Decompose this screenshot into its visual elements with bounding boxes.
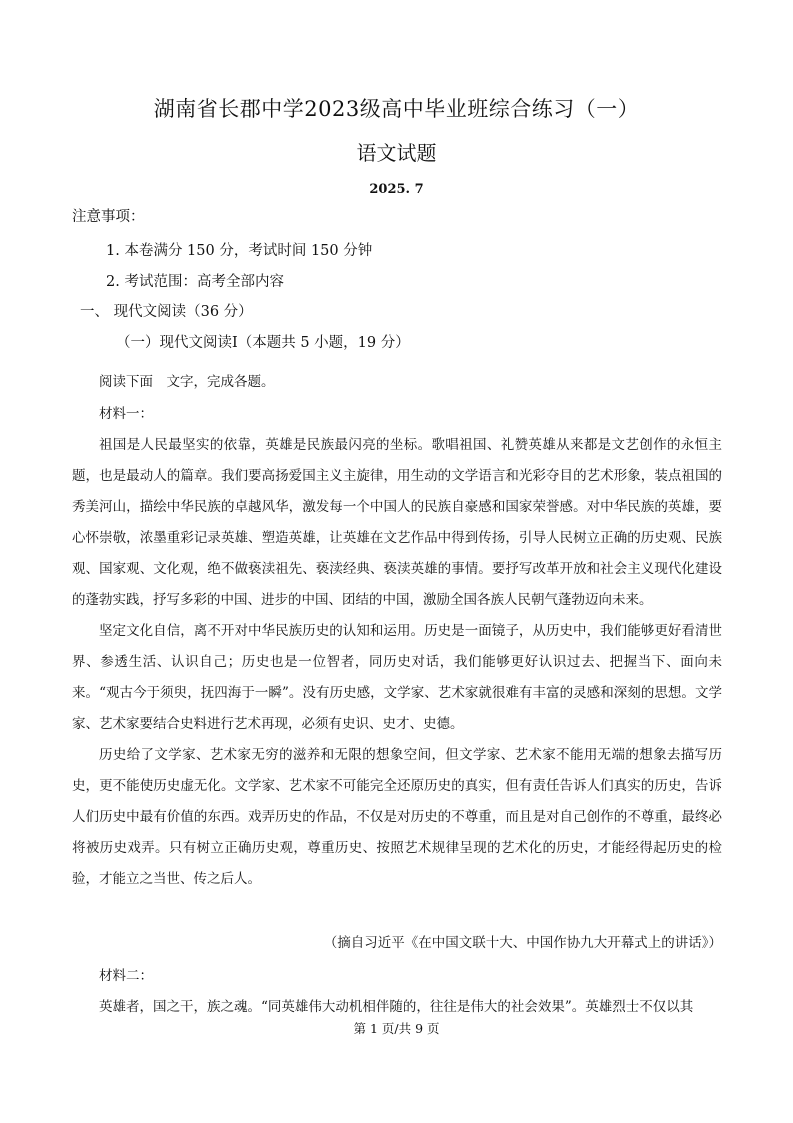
paragraph: 祖国是人民最坚实的依靠，英雄是民族最闪亮的坐标。歌唱祖国、礼赞英雄从来都是文艺创作的永恒主题，也是最动人的篇章。我们要高扬爱国主义主旋律，用生动的文学语言和光彩夺目的艺术形象，装点祖国的秀美河山，描绘中华民族的卓越风华，激发每一个中国人的民族自豪感和国家荣誉感。对中华民族的英雄，要心怀崇敬，浓墨重彩记录英雄、塑造英雄，让英雄在文艺作品中得到传扬，引导人民树立正确的历史观、民族观、国家观、文化观，绝不做亵渎祖先、亵渎经典、亵渎英雄的事情。要抒写改革开放和社会主义现代化建设的蓬勃实践，抒写多彩的中国、进步的中国、团结的中国，激励全国各族人民朝气蓬勃迈向未来。 xyxy=(72,437,722,608)
material-2-label-block xyxy=(72,961,722,992)
page-number: 第 1 页/共 9 页 xyxy=(353,1021,440,1036)
material-1-source: （摘自习近平《在中国文联十大、中国作协九大开幕式上的讲话》） xyxy=(323,935,722,951)
material-2-label: 材料二： xyxy=(99,968,153,984)
subject-title: 语文试题 xyxy=(356,141,437,165)
paragraph: 英雄者，国之干，族之魂。“同英雄伟大动机相伴随的，往往是伟大的社会效果”。英雄烈士不仅以其 xyxy=(99,999,694,1015)
section-heading: 一、 现代文阅读（36 分） xyxy=(80,304,253,320)
paragraph: 历史给了文学家、艺术家无穷的滋养和无限的想象空间，但文学家、艺术家不能用无端的想象去描写历史，更不能使历史虚无化。文学家、艺术家不可能完全还原历史的真实，但有责任告诉人们真实的历史，告诉人们历史中最有价值的东西。戏弄历史的作品，不仅是对历史的不尊重，而且是对自己创作的不尊重，最终必将被历史戏弄。只有树立正确历史观，尊重历史、按照艺术规律呈现的艺术化的历史，才能经得起历史的检验，才能立之当世、传之后人。 xyxy=(72,747,722,887)
subsection-heading: （一）现代文阅读Ⅰ（本题共 5 小题，19 分） xyxy=(116,335,410,351)
material-1-body xyxy=(72,430,722,895)
paragraph: 坚定文化自信，离不开对中华民族历史的认知和运用。历史是一面镜子，从历史中，我们能够更好看清世界、参透生活、认识自己；历史也是一位智者，同历史对话，我们能够更好认识过去、把握当下、面向未来。“观古今于须臾，抚四海于一瞬”。没有历史感，文学家、艺术家就很难有丰富的灵感和深刻的思想。文学家、艺术家要结合史料进行艺术再现，必须有史识、史才、史德。 xyxy=(72,623,722,732)
instructions-text: 阅读下面 文字，完成各题。 xyxy=(99,374,275,390)
notes-heading: 注意事项： xyxy=(72,209,145,225)
note-item: 1. 本卷满分 150 分，考试时间 150 分钟 xyxy=(106,243,373,259)
reading-instructions xyxy=(72,367,722,398)
material-1-label: 材料一： xyxy=(99,406,153,422)
exam-date: 2025. 7 xyxy=(369,182,424,197)
material-1-label-block xyxy=(72,399,722,430)
exam-title: 湖南省长郡中学2023级高中毕业班综合练习（一） xyxy=(153,97,640,121)
note-item: 2. 考试范围：高考全部内容 xyxy=(106,274,284,290)
material-2-body xyxy=(72,992,722,1023)
